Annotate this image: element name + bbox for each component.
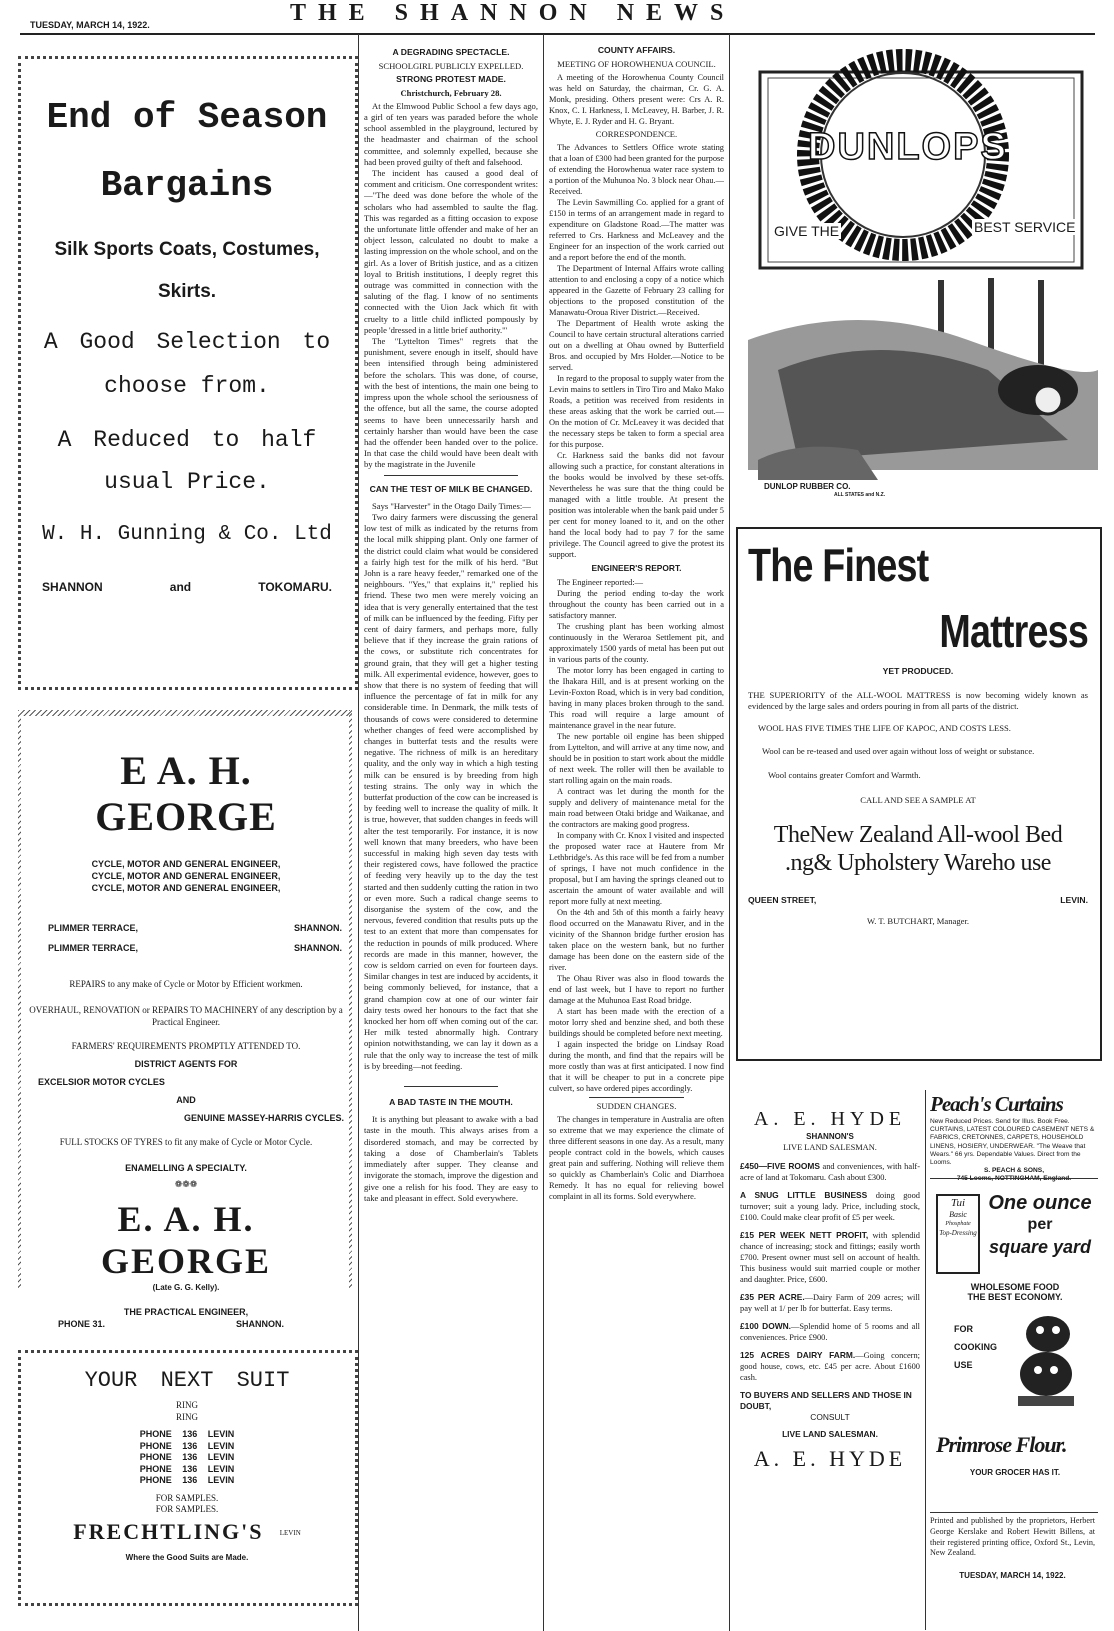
george-trade-3: CYCLE, MOTOR AND GENERAL ENGINEER, xyxy=(91,883,281,893)
gunning-headline-2: Bargains xyxy=(100,165,274,206)
hyde-name-2: A. E. HYDE xyxy=(753,1446,907,1471)
george-town: SHANNON. xyxy=(293,923,342,933)
george-phone: PHONE 31. xyxy=(58,1319,106,1329)
frechtling-ring-2: RING xyxy=(176,1411,198,1422)
article-paragraph: The Department of Health wrote asking the Council to have certain structural alterations carried out on a dwelling at Ohau owned by Butterfield Bros. and occupied by Mrs Holder.—Notice to be served. xyxy=(549,319,724,372)
george-enamel: ENAMELLING A SPECIALTY. xyxy=(125,1163,247,1173)
george-trade-2: CYCLE, MOTOR AND GENERAL ENGINEER, xyxy=(91,871,281,881)
george-name: E A. H. GEORGE xyxy=(95,748,277,839)
hyde-listing: —Dairy Farm of 209 acres; will pay well at 1/ per lb for butterfat. Easy terms. xyxy=(740,1293,920,1313)
hyde-name: A. E. HYDE xyxy=(753,1108,907,1130)
dunlop-brand: DUNLOPS xyxy=(808,126,1008,168)
tui-ounce: One ounce xyxy=(988,1192,1092,1214)
news-column-3 xyxy=(549,42,724,1626)
george-ornament: ❁❁❁ xyxy=(174,1179,198,1189)
george-ad-right-border xyxy=(349,710,352,1288)
article-paragraph: A meeting of the Horowhenua County Council was held on Saturday, the chairman, Cr. G. A. Monk, presiding. Others present were: Crs A. R. Knox, C. I. Harkness, I. McLeavey, H. Barber, J. R. Whyte, E. J. Ryder and H. G. Bryant. xyxy=(549,73,724,126)
hyde-listing: —Splendid home of 5 rooms and all conveniences. Price £900. xyxy=(740,1322,920,1342)
mattress-headline-2: Mattress xyxy=(939,605,1088,657)
george-name-2: E. A. H. GEORGE xyxy=(100,1199,272,1281)
tui-box xyxy=(936,1194,980,1274)
frechtling-phone: PHONE 136 LEVIN xyxy=(139,1475,235,1485)
dunlop-give: GIVE THE xyxy=(774,223,840,239)
gunning-town-2: TOKOMARU. xyxy=(258,580,332,594)
article-paragraph: The Ohau River was also in flood towards the end of last week, but I have to report no further damage at the Muhunoa East Road bridge. xyxy=(549,974,724,1005)
george-tyres: FULL STOCKS OF TYRES to fit any make of Cycle or Motor Cycle. xyxy=(59,1137,313,1147)
article-subhead-4: SUDDEN CHANGES. xyxy=(596,1101,677,1111)
dunlop-states: ALL STATES and N.Z. xyxy=(834,492,886,498)
mattress-headline: The Finest xyxy=(748,539,929,591)
peach-text: New Reduced Prices. Send for Illus. Book Free. CURTAINS, LATEST COLOURED CASEMENT NETS & FABRICS, CRETONNES, CARPETS, HOUSEHOLD LINENS, HOSIERY, UNDERWEAR. "The Weave that Wears." 66 yrs. Dependable Values. Direct from the Looms. xyxy=(930,1118,1095,1167)
gunning-selection: A Good Selection to xyxy=(43,329,331,355)
article-subhead: MEETING OF HOROWHENUA COUNCIL. xyxy=(557,59,716,69)
primrose-grocer: YOUR GROCER HAS IT. xyxy=(969,1468,1061,1477)
mattress-street: QUEEN STREET, xyxy=(748,894,817,905)
article-headline: A DEGRADING SPECTACLE. xyxy=(392,47,510,57)
hyde-listing-head: 125 ACRES DAIRY FARM. xyxy=(740,1350,856,1360)
article-paragraph: Two dairy farmers were discussing the general low test of milk as indicated by the returns from the local milk shipping plant. Only one farmer of the district could claim what would be considered a fairly high test for the milk of his herd. "But John is a rare heavy feeder," remarked one of the neighbours. "Yes," that explains it," replied his friend. These two men were merely voicing an idea that is very generally entertained that the test of milk can be influenced by the feeding. Fifty per cent of dairy farmers, and perhaps more, fully believe that if they increase the grain rations of the cows, or substitute rich concentrates for ground grain, that they will get a higher testing milk. All experimental evidence, however, goes to show that there is no system of feeding that will influence the percentage of fat in milk for any considerable time. In Denmark, the milk tests of thousands of cows were considered to determine whether changes of feed were accomplished by changes in butterfat tests and the results were negative. The richness of milk is an hereditary quality, and the only way in which a high testing milk can be ensured is by breeding from high testing strains. The only way in which the butterfat production of the cow can be increased is by feeding well to increase the quality of milk. It is true, however, that sudden changes in feeds will alter the test temporarily. For instance, it is now well known that many breeders, who have been successful in making high seven day tests with their registered cows, have followed the practice of feeding very heavily up to the day the test started and then suddenly cutting the ration in two or even more. Such a radical change seems to disorganise the system of the cow, and the nervous, fevered condition that results puts up the test to an extent that more than compensates for the reduction in pounds of milk produced. Where records are made in this manner, however, the cow is seldom carried on even for fourteen days. Similar changes in test are induced by accidents, it being commonly believed, for instance, that a grand champion cow at one of our winter fair dairy tests owed her honours to the fact that she knocked her horn off when coming out of the car. Her milk tested abnormally high. Contrary opinion notwithstanding, we can lay it down as a rule that the only way to increase the test of milk is by breeding—not feeding. xyxy=(364,511,538,1071)
mattress-text: THE SUPERIORITY of the ALL-WOOL MATTRESS is now becoming widely known as evidenced by the large sales and orders pouring in from all parts of the district. xyxy=(748,689,1088,711)
hyde-divider xyxy=(925,1090,926,1630)
article-paragraph: Cr. Harkness said the banks did not favour allowing such a practice, for constant alterations in the books would be involved by these set-offs. Nevertheless he was sure that the thing could be managed with a little trouble. At present the position was intolerable when the bank paid under 5 per cent for money loaned to it, and on the other hand the local body had to pay 7 for the same privilege. The Council agreed to give the protest its support. xyxy=(549,451,724,559)
peach-address xyxy=(930,1175,1098,1183)
gunning-and: and xyxy=(169,580,192,594)
frechtling-samples-2: FOR SAMPLES. xyxy=(155,1504,219,1514)
george-overhaul: OVERHAUL, RENOVATION or REPAIRS TO MACHINERY of any description by a Practical Engineer. xyxy=(29,1005,343,1027)
primrose-cooking: COOKING xyxy=(954,1342,998,1352)
tui-ad xyxy=(932,1188,1098,1276)
mattress-yet: YET PRODUCED. xyxy=(882,666,954,676)
hyde-listing-head: £450—FIVE ROOMS xyxy=(740,1161,820,1171)
frechtling-ad xyxy=(24,1368,350,1564)
column-rule xyxy=(543,34,544,1631)
mattress-text-4: Wool contains greater Comfort and Warmth. xyxy=(768,769,921,780)
dunlop-ad xyxy=(738,40,1098,510)
chicks-illustration xyxy=(1008,1304,1088,1414)
gunning-headline: End of Season xyxy=(46,97,328,138)
article-headline-2: CAN THE TEST OF MILK BE CHANGED. xyxy=(369,483,533,494)
issue-date: TUESDAY, MARCH 14, 1922. xyxy=(30,20,150,30)
hyde-listing: and conveniences, with half-acre of land at Tokomaru. Cash about £300. xyxy=(740,1162,920,1182)
article-subhead-2: CORRESPONDENCE. xyxy=(595,129,678,139)
george-ad-left-border xyxy=(18,710,21,1288)
article-paragraph: The new portable oil engine has been shipped from Lyttelton, and will arrive at any time now, and should be in position to start work about the middle of next week. The roller will then be available to start rolling again on the main roads. xyxy=(549,732,724,785)
george-address-2: PLIMMER TERRACE, xyxy=(48,943,138,953)
gunning-ad xyxy=(24,95,350,594)
mattress-call: CALL AND SEE A SAMPLE AT xyxy=(860,795,976,805)
primrose-for: FOR xyxy=(954,1324,973,1334)
article-paragraph: The Department of Internal Affairs wrote calling attention to and enclosing a copy of a notice which appeared in the Gazette of February 23 calling for objections to the proposed constitution of the Manawatu-Oroua River District.—Received. xyxy=(549,264,724,317)
hyde-listing-head: A SNUG LITTLE BUSINESS xyxy=(740,1190,868,1200)
article-paragraph: The motor lorry has been engaged in carting to the Ihakara Hill, and is at present working on the Levin-Foxton Road, which is in very bad condition, having in many places broken through to the sand. This road will require a large amount of maintenance gravel in the near future. xyxy=(549,666,724,730)
tui-slogan xyxy=(984,1192,1096,1258)
frechtling-levin: LEVIN xyxy=(279,1528,301,1537)
gunning-firm: W. H. Gunning & Co. Ltd xyxy=(42,523,332,546)
primrose-brand: Primrose Flour. xyxy=(936,1432,1067,1457)
article-headline: COUNTY AFFAIRS. xyxy=(597,45,676,55)
tui-topdressing: Top-Dressing xyxy=(939,1229,977,1237)
george-late: (Late G. G. Kelly). xyxy=(152,1283,220,1292)
imprint-date: TUESDAY, MARCH 14, 1922. xyxy=(959,1571,1066,1581)
article-paragraph: During the period ending to-day the work throughout the county has been carried out in a satisfactory manner. xyxy=(549,589,724,620)
hyde-listing-head: £15 PER WEEK NETT PROFIT, xyxy=(740,1230,869,1240)
dunlop-company: DUNLOP RUBBER CO. xyxy=(764,482,851,491)
mattress-text-2: WOOL HAS FIVE TIMES THE LIFE OF KAPOC, AND COSTS LESS. xyxy=(758,722,1011,733)
imprint xyxy=(930,1516,1095,1582)
article-paragraph: The Advances to Settlers Office wrote stating that a loan of £300 had been granted for the purpose of extending the Horowhenua water race system to a portion of the Muhunoa No. 3 block near Ohau.—Received. xyxy=(549,143,724,196)
gunning-selection-2: choose from. xyxy=(104,373,270,399)
frechtling-phone: PHONE 136 LEVIN xyxy=(139,1429,235,1439)
frechtling-tagline: Where the Good Suits are Made. xyxy=(125,1553,249,1562)
tui-yard: square yard xyxy=(988,1237,1092,1257)
article-paragraph: The changes in temperature in Australia are often so extreme that we may experience the climate of three different seasons in one day. As a result, many people contract cold in the bowels, which causes great pain and suffering. Nothing will relieve them so quickly as Chamberlain's Colic and Diarrhoea Remedy. It has no equal for relieving bowel complaint in all its forms. Sold everywhere. xyxy=(549,1115,724,1201)
george-massey: GENUINE MASSEY-HARRIS CYCLES. xyxy=(183,1113,344,1123)
gunning-reduced: A Reduced to half xyxy=(57,427,317,453)
dunlop-best: BEST SERVICE xyxy=(974,219,1076,235)
hyde-listing: with splendid chance of increasing; stock and fittings; easily worth £700. Present owner must sell on account of health. This business would suit married couple or mother and daughter. Price, £600. xyxy=(740,1231,920,1284)
article-paragraph: The incident has caused a good deal of comment and criticism. One correspondent writes:—"The deed was done before the whole of the scholars who had assembled to saulte the flag. This was regarded as a fitting occasion to expose the unfortunate little offender and make of her an object lesson, calculated no doubt to make a lasting impression on the whole school, and on the girl. As a lover of British justice, and as a citizen loyal to British institutions, I deeply regret this outrage was committed in connection with the saluting of the flag. I know of no sentiments connected with the Uion Jack which fit with cruelty to a little child inflicted pompously by people 'dressed in a little brief authority.'" xyxy=(364,168,538,335)
article-paragraph: At the Elmwood Public School a few days ago, a girl of ten years was paraded before the whole school assembled in the playground, lectured by the headmaster and chairman of the school committee, and solemnly expelled, because she had been proved guilty of theft and falsehood. xyxy=(364,100,538,167)
george-ad-top-border xyxy=(18,710,352,716)
mattress-firm: TheNew Zealand All-wool Bed xyxy=(773,821,1063,848)
tui-phosphate: Phosphate xyxy=(945,1220,971,1227)
dunlop-illustration xyxy=(738,40,1098,510)
article-dateline: Christchurch, February 28. xyxy=(400,87,502,98)
article-paragraph: A start has been made with the erection of a motor lorry shed and benzine shed, and both these buildings should be completed before next meeting. xyxy=(549,1007,724,1038)
peach-firm: S. PEACH & SONS, xyxy=(983,1167,1045,1175)
primrose-use: USE xyxy=(954,1360,973,1370)
george-town-2: SHANNON. xyxy=(293,943,342,953)
george-repairs: REPAIRS to any make of Cycle or Motor by Efficient workmen. xyxy=(69,979,303,989)
gunning-items: Silk Sports Coats, Costumes, xyxy=(54,239,320,260)
george-trade: CYCLE, MOTOR AND GENERAL ENGINEER, xyxy=(91,859,281,869)
column-rule xyxy=(729,34,730,1631)
hyde-listing: doing good turnover; suit a young lady. Price, including stock, £100. Could make clear profit of £5 per week. xyxy=(740,1191,920,1222)
mattress-town: LEVIN. xyxy=(1060,894,1088,905)
article-paragraph: The Engineer reported:— xyxy=(557,578,644,587)
gunning-town-1: SHANNON xyxy=(42,580,103,594)
article-paragraph: A contract was let during the month for the supply and delivery of maintenance metal for the main road between Otaki bridge and Waikanae, and the contractors are making good progress. xyxy=(549,787,724,829)
article-paragraph: The crushing plant has been working almost continuously in the Weraroa Settlement pit, and approximately 1500 yards of metal has been put out in various parts of the county. xyxy=(549,622,724,664)
article-paragraph: It is anything but pleasant to awake with a bad taste in the mouth. This always arises from a disordered stomach, and may be corrected by taking a dose of Chamberlain's Tablets immediately after supper. They cleanse and invigorate the stomach, improve the digestion and give one a relish for his food. They are easy to take and pleasant in effect. Sold everywhere. xyxy=(364,1114,538,1203)
frechtling-ring: RING xyxy=(176,1400,198,1410)
peach-divider xyxy=(930,1178,1098,1179)
george-town-3: SHANNON. xyxy=(235,1319,284,1329)
george-farmers: FARMERS' REQUIREMENTS PROMPTLY ATTENDED TO. xyxy=(71,1041,301,1051)
primrose-slogan: WHOLESOME FOOD xyxy=(970,1282,1060,1292)
frechtling-title: YOUR NEXT SUIT xyxy=(84,1368,290,1393)
imprint-divider xyxy=(930,1512,1098,1513)
mattress-manager: W. T. BUTCHART, Manager. xyxy=(866,916,970,926)
column-rule xyxy=(358,34,359,1631)
gunning-items-2: Skirts. xyxy=(157,281,217,302)
tui-label: Tui xyxy=(950,1197,966,1209)
george-address: PLIMMER TERRACE, xyxy=(48,923,138,933)
gunning-reduced-2: usual Price. xyxy=(104,469,270,495)
hyde-sub-2: LIVE LAND SALESMAN. xyxy=(783,1143,877,1152)
frechtling-samples: FOR SAMPLES. xyxy=(155,1492,219,1503)
article-subhead-2: STRONG PROTEST MADE. xyxy=(396,74,506,85)
primrose-slogan-2: THE BEST ECONOMY. xyxy=(967,1292,1063,1302)
frechtling-name: FRECHTLING'S xyxy=(73,1518,264,1544)
hyde-sub: SHANNON'S xyxy=(806,1132,854,1141)
article-subhead: SCHOOLGIRL PUBLICLY EXPELLED. xyxy=(378,61,524,72)
mattress-text-3: Wool can be re-teased and used over again without loss of weight or substance. xyxy=(762,746,1035,756)
article-headline-3: A BAD TASTE IN THE MOUTH. xyxy=(389,1097,513,1108)
article-paragraph: Says "Harvester" in the Otago Daily Times:— xyxy=(372,500,531,511)
george-and: AND xyxy=(176,1095,196,1105)
header-rule xyxy=(20,33,1095,35)
tui-basic: Basic xyxy=(949,1210,967,1219)
hyde-listing: —Going concern; good house, cows, etc. £45 per acre. About £1600 cash. xyxy=(740,1351,920,1382)
george-agents: DISTRICT AGENTS FOR xyxy=(134,1059,238,1069)
news-column-2 xyxy=(364,44,538,1626)
article-subhead-3: ENGINEER'S REPORT. xyxy=(591,563,682,573)
frechtling-phone: PHONE 136 LEVIN xyxy=(139,1440,235,1451)
mattress-ad xyxy=(748,536,1088,928)
article-paragraph: The "Lyttelton Times" regrets that the punishment, severe enough in itself, should have been intensified through being administered before the scholars. This was done, of course, with the best of intentions, the main one being to impress upon the whole school the seriousness of the offence, but all the same, the course adopted seems to have been unnecessarily harsh and certainly harsher than would have been the case had the offender been handed over to the police. In that case the child would have been dealt with by the magistrate in the Juvenile xyxy=(364,336,538,470)
tui-per: per xyxy=(1027,1216,1053,1233)
frechtling-phone: PHONE 136 LEVIN xyxy=(139,1463,235,1474)
masthead: THE SHANNON NEWS xyxy=(290,0,736,26)
hyde-live: LIVE LAND SALESMAN. xyxy=(782,1429,878,1439)
george-practical: THE PRACTICAL ENGINEER, xyxy=(123,1307,249,1317)
peach-ad xyxy=(930,1092,1098,1184)
imprint-text: Printed and published by the proprietors, Herbert George Kerslake and Robert Hewitt Billens, at their registered printing office, Oxford St., Levin, New Zealand. xyxy=(930,1516,1095,1558)
george-ad xyxy=(28,748,344,1330)
frechtling-phone: PHONE 136 LEVIN xyxy=(139,1452,235,1462)
article-paragraph: In regard to the proposal to supply water from the Levin mains to settlers in Tiro Tiro and Mako Mako Roads, a petition was received from residents in these areas asking that the work be carried out.—On the motion of Cr. McLeavey it was decided that the necessary steps be taken to form a special area for this purpose. xyxy=(549,374,724,449)
hyde-listing-head: £100 DOWN. xyxy=(740,1321,791,1331)
article-paragraph: I again inspected the bridge on Lindsay Road during the month, and find that the repairs will be more costly than was at first anticipated. I now find that it will be cheaper to put in a concrete pipe culvert, so have ordered pipes accordingly. xyxy=(549,1040,724,1093)
george-excelsior: EXCELSIOR MOTOR CYCLES xyxy=(38,1077,165,1087)
article-paragraph: The Levin Sawmilling Co. applied for a grant of £150 in terms of an arrangement made in regard to expenditure on Gladstone Road.—The matter was referred to Crs. Harkness and McLeavey and the Engineer for an inspection of the work carried out and a report before the end of the month. xyxy=(549,198,724,262)
article-paragraph: On the 4th and 5th of this month a fairly heavy flood occurred on the Manawatu River, and in the vicinity of the Shannon bridge further erosion has taken place on the western bank, but no further damage has been done on the eastern side of the river. xyxy=(549,908,724,972)
primrose-ad xyxy=(936,1282,1090,1487)
hyde-consult: CONSULT xyxy=(810,1412,850,1422)
hyde-listing-head: £35 PER ACRE. xyxy=(740,1292,805,1302)
article-paragraph: In company with Cr. Knox I visited and inspected the proposed water race at Hautere from Mr Lethbridge's. As this race will be fed from a number of springs, I have not much confidence in the proposal, but I am having the springs cleaned out to ascertain the amount of water available and will report more fully at next meeting. xyxy=(549,831,724,906)
peach-brand: Peach's Curtains xyxy=(930,1092,1063,1116)
hyde-buyers: TO BUYERS AND SELLERS AND THOSE IN DOUBT, xyxy=(740,1390,912,1411)
hyde-ad xyxy=(740,1107,920,1472)
mattress-firm-2: .ng& Upholstery Wareho use xyxy=(785,849,1051,876)
